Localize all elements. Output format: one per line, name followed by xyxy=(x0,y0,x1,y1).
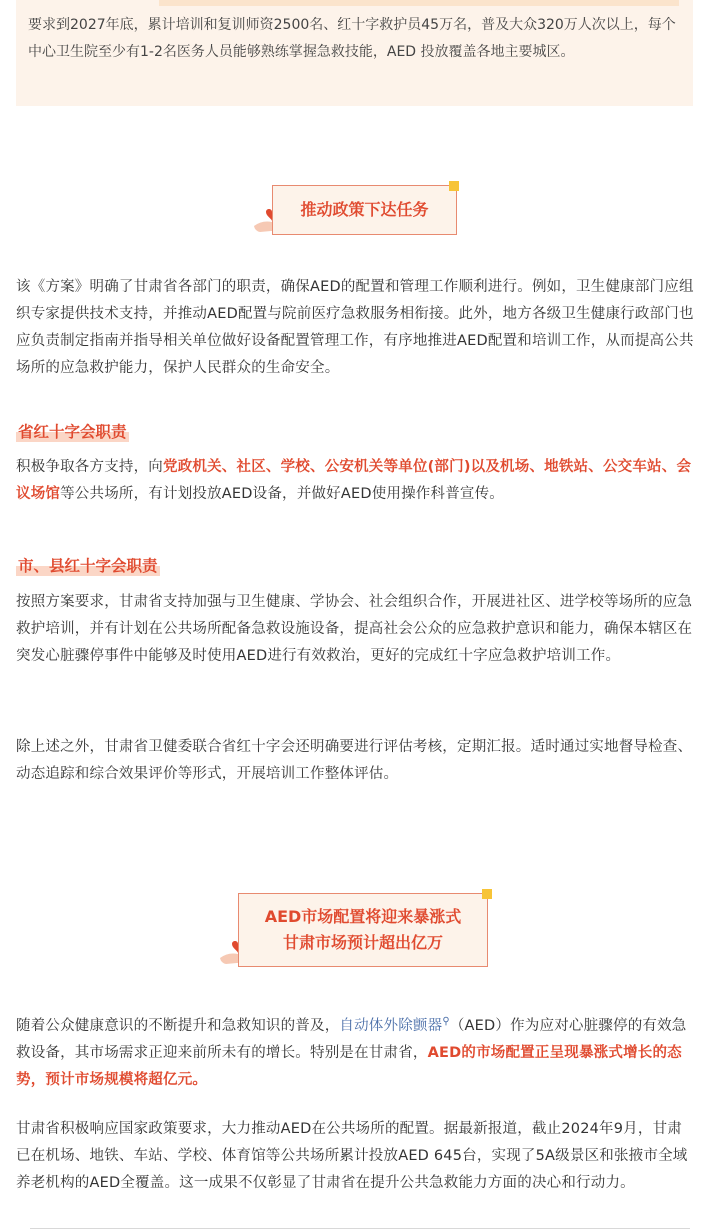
sub1-pre: 积极争取各方支持，向 xyxy=(16,459,163,475)
aed-link[interactable]: 自动体外除颤器 xyxy=(339,1017,443,1034)
market-mid: （AED）作为应对心脏骤停的有效急救设备，其市场需求正迎来前所未有的增长。特别是在甘肃省， xyxy=(16,1017,687,1061)
section2-title xyxy=(238,893,488,967)
divider xyxy=(30,1228,690,1229)
intro-box-accent xyxy=(159,0,679,6)
section1-title-text: 推动政策下达任务 xyxy=(300,200,429,219)
last-paragraph: 甘肃省积极响应国家政策要求，大力推动AED在公共场所的配置。据最新报道，截止2024年9月，甘肃已在机场、地铁、车站、学校、体育馆等公共场所累计投放AED 645台，实现了5A级景区和张掖市全域养老机构的AED全覆盖。这一成果不仅彰显了甘肃省在提升公共急救能力方面的决心和行动力。 xyxy=(16,1121,688,1191)
market-pre: 随着公众健康意识的不断提升和急救知识的普及， xyxy=(16,1017,340,1034)
section1-paragraph: 该《方案》明确了甘肃省各部门的职责，确保AED的配置和管理工作顺利进行。例如，卫生健康部门应组织专家提供技术支持，并推动AED配置与院前医疗急救服务相衔接。此外，地方各级卫生健康行政部门也应负责制定指南并指导相关单位做好设备配置管理工作，有序地推进AED配置和培训工作，从而提高公共场所的应急救护能力，保护人民群众的生命安全。 xyxy=(16,279,694,376)
section2-title-line1: AED市场配置将迎来暴涨式 xyxy=(264,907,462,926)
intro-box-text: 要求到2027年底，累计培训和复训师资2500名、红十字救护员45万名，普及大众320万人次以上，每个中心卫生院至少有1-2名医务人员能够熟练掌握急救技能，AED 投放覆盖各地主要城区。 xyxy=(28,17,676,60)
market-paragraph xyxy=(16,1008,696,1094)
sub1-post: 等公共场所，有计划投放AED设备，并做好AED使用操作科普宣传。 xyxy=(60,486,504,502)
sub1-highlight: 党政机关、社区、学校、公安机关等单位(部门)以及机场、地铁站、公交车站、会议场馆 xyxy=(16,459,692,502)
title-corner-square xyxy=(482,889,492,899)
market-highlight: AED的市场配置正呈现暴涨式增长的态势，预计市场规模将超亿元。 xyxy=(16,1044,682,1088)
section1-title xyxy=(272,185,457,235)
sub1-paragraph xyxy=(16,454,696,508)
sub2-heading: 市、县红十字会职责 xyxy=(16,554,160,576)
title-corner-square xyxy=(449,181,459,191)
section2-title-line2: 甘肃市场预计超出亿万 xyxy=(282,933,443,952)
intro-box xyxy=(16,0,693,106)
search-icon[interactable]: ⚲ xyxy=(442,1016,450,1027)
sub1-heading: 省红十字会职责 xyxy=(16,420,129,442)
evaluation-paragraph: 除上述之外，甘肃省卫健委联合省红十字会还明确要进行评估考核，定期汇报。适时通过实地督导检查、动态追踪和综合效果评价等形式，开展培训工作整体评估。 xyxy=(16,739,693,782)
sub2-paragraph: 按照方案要求，甘肃省支持加强与卫生健康、学协会、社会组织合作，开展进社区、进学校等场所的应急救护培训，并有计划在公共场所配备急救设施设备，提高社会公众的应急救护意识和能力，确保本辖区在突发心脏骤停事件中能够及时使用AED进行有效救治，更好的完成红十字应急救护培训工作。 xyxy=(16,594,693,664)
